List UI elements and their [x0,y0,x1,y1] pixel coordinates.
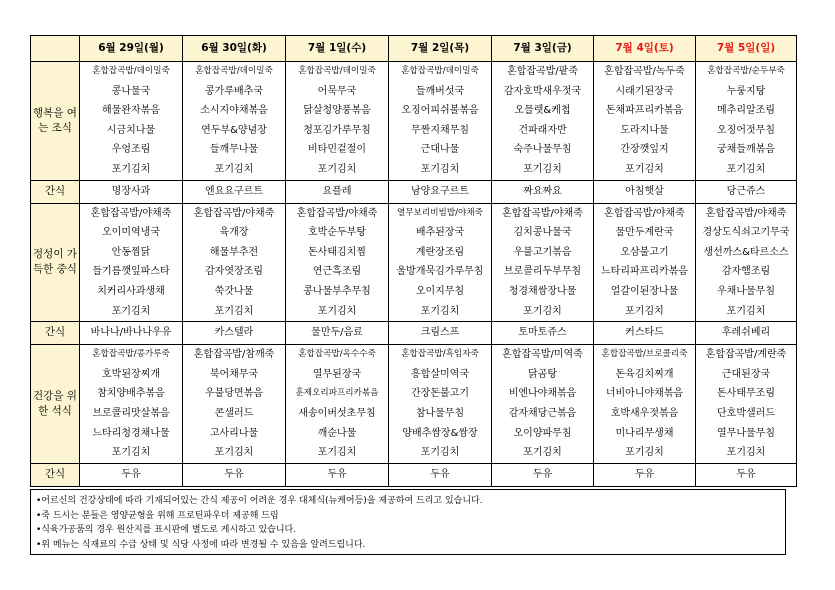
menu-item: 혼합잡곡밥/야채죽 [90,207,172,219]
day-header: 7월 1일(수) [286,36,389,62]
menu-item: 근대된장국 [721,368,771,380]
menu-item: 오삼불고기 [620,246,669,258]
menu-item: 청경채쌈장나물 [508,285,577,297]
menu-item: 콘샐러드 [214,407,254,419]
menu-item: 돈사태무조림 [717,388,775,400]
snack-cell: 바나나/바나나우유 [80,322,183,345]
menu-item: 혼합잡곡밥/옥수수죽 [298,349,376,360]
menu-item: 혼합잡곡밥/콩가루죽 [92,349,170,360]
menu-item: 오징어피쉬볼볶음 [401,105,479,117]
menu-item: 북어채무국 [209,368,259,380]
menu-item: 배추된장국 [415,227,465,239]
menu-item: 감자엿장조림 [205,266,263,278]
snack-cell: 물만두/음료 [286,322,389,345]
menu-item: 포기김치 [625,447,664,459]
menu-item: 미나리무생채 [615,427,674,439]
menu-item: 포기김치 [111,447,151,459]
menu-item: 소시지야채볶음 [200,105,268,117]
day-header: 7월 5일(일) [696,36,797,62]
menu-cell [594,203,696,322]
day-header: 6월 29일(월) [80,36,183,62]
menu-item: 너비아니야채볶음 [605,388,684,400]
menu-item: 어묵무국 [317,85,357,97]
menu-item: 우불당면볶음 [205,388,263,400]
snack-cell: 짜요짜요 [492,180,594,203]
menu-cell [286,345,389,464]
menu-item: 혼합잡곡밥/흑임자죽 [401,349,479,360]
snack-cell: 두유 [80,463,183,486]
weekly-menu-table [30,35,797,487]
menu-item: 닭살청양풍볶음 [303,105,371,117]
menu-item: 포기김치 [523,447,562,459]
menu-item: 포기김치 [317,163,357,175]
menu-cell [183,345,286,464]
menu-item: 해물완자볶음 [102,105,160,117]
menu-item: 혼합잡곡밥/참깨죽 [193,349,275,361]
menu-item: 시래기된장국 [615,85,674,97]
menu-item: 포기김치 [214,305,254,317]
corner-cell [31,36,80,62]
menu-cell [183,203,286,322]
note-line: •죽 드시는 분들은 영양균형을 위해 프로틴파우더 제공해 드림 [36,510,279,521]
menu-item: 도라지나물 [620,124,669,136]
snack-cell: 엔요요구르트 [183,180,286,203]
menu-item: 쑥갓나물 [214,285,254,297]
menu-item: 들기름깻잎파스타 [92,266,170,278]
menu-cell [80,62,183,181]
menu-item: 육개장 [219,227,249,239]
snack-row [31,322,797,345]
menu-item: 생선까스&타르소스 [703,246,789,258]
menu-item: 포기김치 [317,447,357,459]
menu-item: 포기김치 [726,305,766,317]
meal-row [31,203,797,322]
menu-item: 김치콩나물국 [513,227,572,239]
menu-item: 숙주나물무침 [513,144,572,156]
menu-item: 포기김치 [726,163,766,175]
menu-item: 브로콜리맛살볶음 [92,407,170,419]
menu-item: 치커리사과생채 [97,285,165,297]
menu-item: 얼갈이된장나물 [610,285,679,297]
menu-item: 포기김치 [625,305,664,317]
menu-item: 근대나물 [420,144,460,156]
menu-item: 포기김치 [111,305,151,317]
snack-cell: 커스타드 [594,322,696,345]
menu-item: 혼합잡곡밥/순두부죽 [707,66,785,76]
menu-item: 혼합잡곡밥/데이밀죽 [92,66,170,76]
menu-item: 시금치나물 [106,124,156,136]
menu-cell [492,203,594,322]
menu-item: 해물부추전 [209,246,259,258]
menu-item: 포기김치 [214,163,254,175]
snack-cell: 명장사과 [80,180,183,203]
menu-cell [183,62,286,181]
menu-item: 양배추쌈장&쌈장 [402,427,478,439]
snack-cell: 두유 [594,463,696,486]
menu-item: 혼합잡곡밥/데이밀죽 [195,66,273,76]
menu-item: 콩가루배추국 [205,85,263,97]
menu-cell [696,203,797,322]
snack-label: 간식 [31,180,80,203]
menu-item: 혼합잡곡밥/미역죽 [502,349,583,361]
menu-item: 호박된장찌개 [102,368,160,380]
snack-label: 간식 [31,322,80,345]
menu-item: 새송이버섯초무침 [298,407,376,419]
menu-item: 포기김치 [420,305,460,317]
menu-item: 물만두계란국 [615,227,674,239]
meal-label: 정성이 가득한 중식 [31,203,80,322]
snack-cell: 크림스프 [389,322,492,345]
note-line: •어르신의 건강상태에 따라 기재되어있는 간식 제공이 어려운 경우 대체식(뉴케어등)을 제공하여 드리고 있습니다. [36,496,483,506]
menu-item: 들깨버섯국 [415,85,465,97]
menu-item: 연두부&양념장 [201,124,267,136]
snack-cell: 두유 [696,463,797,486]
menu-item: 청포김가루무침 [303,124,371,136]
menu-item: 들깨무나물 [209,144,259,156]
menu-item: 혼합잡곡밥/야채죽 [193,207,275,219]
menu-item: 닭곰탕 [528,368,557,380]
snack-row [31,180,797,203]
menu-item: 울방개묵김가루무침 [396,266,484,278]
day-header: 6월 30일(화) [183,36,286,62]
menu-item: 돈채파프리카볶음 [605,105,684,117]
menu-item: 혼합잡곡밥/녹두죽 [604,66,685,77]
menu-item: 포기김치 [111,163,151,175]
menu-cell [492,62,594,181]
menu-item: 안동찜닭 [111,246,151,258]
menu-item: 건파래자반 [518,124,567,136]
menu-item: 열무된장국 [312,368,362,380]
menu-item: 혼합잡곡밥/야채죽 [705,207,787,219]
menu-item: 메추리알조림 [717,105,775,117]
menu-item: 혼합잡곡밥/계란죽 [705,349,787,361]
menu-item: 계란장조림 [415,246,465,258]
menu-cell [80,345,183,464]
menu-item: 오이지무침 [415,285,465,297]
menu-cell [696,345,797,464]
snack-cell: 두유 [492,463,594,486]
snack-cell: 토마토쥬스 [492,322,594,345]
menu-item: 열무나물무침 [717,427,775,439]
menu-item: 열무보리비빔밥/야채죽 [397,207,483,218]
menu-cell [286,62,389,181]
menu-item: 비엔나야채볶음 [508,388,577,400]
menu-item: 참치양배추볶음 [97,388,165,400]
menu-item: 콩나물국 [111,85,151,97]
menu-item: 포기김치 [214,447,254,459]
snack-cell: 요플레 [286,180,389,203]
menu-item: 혼합잡곡밥/브로콜리죽 [601,349,688,360]
menu-item: 혼합잡곡밥/야채죽 [296,207,378,219]
menu-item: 우채나물무침 [717,285,775,297]
menu-item: 누룽지탕 [726,85,766,97]
menu-item: 브로콜리두부무침 [503,266,582,278]
menu-item: 포기김치 [625,163,664,175]
menu-cell [389,62,492,181]
menu-item: 깨순나물 [317,427,357,439]
menu-item: 느타리청경채나물 [92,427,170,439]
menu-item: 비타민겉절이 [308,144,366,156]
menu-item: 궁채들깨볶음 [717,144,775,156]
day-header-row [31,36,797,62]
menu-item: 경상도식쇠고기무국 [702,227,790,239]
menu-cell [389,345,492,464]
menu-item: 포기김치 [317,305,357,317]
menu-item: 돈육김치찌개 [615,368,674,380]
menu-item: 흥합살미역국 [411,368,469,380]
menu-item: 혼합잡곡밥/팥죽 [507,66,578,77]
menu-item: 참나물무침 [415,407,465,419]
snack-cell: 남양요구르트 [389,180,492,203]
snack-cell: 아침햇살 [594,180,696,203]
menu-item: 훈제오리파프리카볶음 [295,388,379,399]
menu-cell [286,203,389,322]
menu-item: 혼합잡곡밥/데이밀죽 [401,66,479,76]
menu-item: 연근흑조림 [312,266,362,278]
day-header: 7월 3일(금) [492,36,594,62]
meal-label: 건강을 위한 석식 [31,345,80,464]
menu-item: 포기김치 [726,447,766,459]
menu-item: 오믈렛&케첩 [514,105,571,117]
menu-cell [389,203,492,322]
snack-row [31,463,797,486]
meal-row [31,345,797,464]
snack-cell: 후레쉬베리 [696,322,797,345]
menu-item: 포기김치 [523,305,562,317]
menu-item: 혼합잡곡밥/야채죽 [604,207,685,219]
day-header: 7월 4일(토) [594,36,696,62]
snack-cell: 두유 [389,463,492,486]
menu-item: 포기김치 [523,163,562,175]
snack-cell: 두유 [183,463,286,486]
menu-item: 고사리나물 [209,427,259,439]
menu-cell [696,62,797,181]
menu-item: 호박순두부탕 [308,227,366,239]
menu-cell [594,345,696,464]
menu-item: 감자햄조림 [721,266,771,278]
menu-item: 포기김치 [420,163,460,175]
menu-item: 느타리파프리카볶음 [601,266,688,278]
menu-item: 콩나물부추무침 [303,285,371,297]
menu-cell [594,62,696,181]
snack-label: 간식 [31,463,80,486]
menu-item: 오징어젓무침 [717,124,775,136]
menu-item: 우불고기볶음 [513,246,572,258]
snack-cell: 당근쥬스 [696,180,797,203]
menu-item: 오이미역냉국 [102,227,160,239]
menu-item: 오이양파무침 [513,427,572,439]
menu-item: 감자채당근볶음 [508,407,577,419]
menu-item: 우엉조림 [111,144,151,156]
snack-cell: 두유 [286,463,389,486]
menu-item: 포기김치 [420,447,460,459]
menu-cell [80,203,183,322]
menu-item: 간장돈불고기 [411,388,469,400]
menu-cell [492,345,594,464]
menu-item: 단호박샐러드 [717,407,775,419]
menu-item: 간장깻잎지 [620,144,669,156]
menu-item: 감자호박새우젓국 [503,85,582,97]
menu-item: 돈사태김치찜 [308,246,366,258]
meal-label: 행복을 여는 조식 [31,62,80,181]
menu-item: 무짠지채무침 [411,124,469,136]
menu-item: 호박새우젓볶음 [610,407,679,419]
note-line: •위 메뉴는 식재료의 수급 상태 및 식당 사정에 따라 변경될 수 있음을 알려드립니다. [36,539,366,550]
day-header: 7월 2일(목) [389,36,492,62]
note-line: •식육가공품의 경우 원산지를 표시판에 별도로 게시하고 있습니다. [36,525,297,535]
meal-row [31,62,797,181]
menu-item: 혼합잡곡밥/야채죽 [502,207,583,219]
snack-cell: 카스텔라 [183,322,286,345]
notes-box [30,489,786,555]
menu-item: 혼합잡곡밥/데이밀죽 [298,66,376,76]
